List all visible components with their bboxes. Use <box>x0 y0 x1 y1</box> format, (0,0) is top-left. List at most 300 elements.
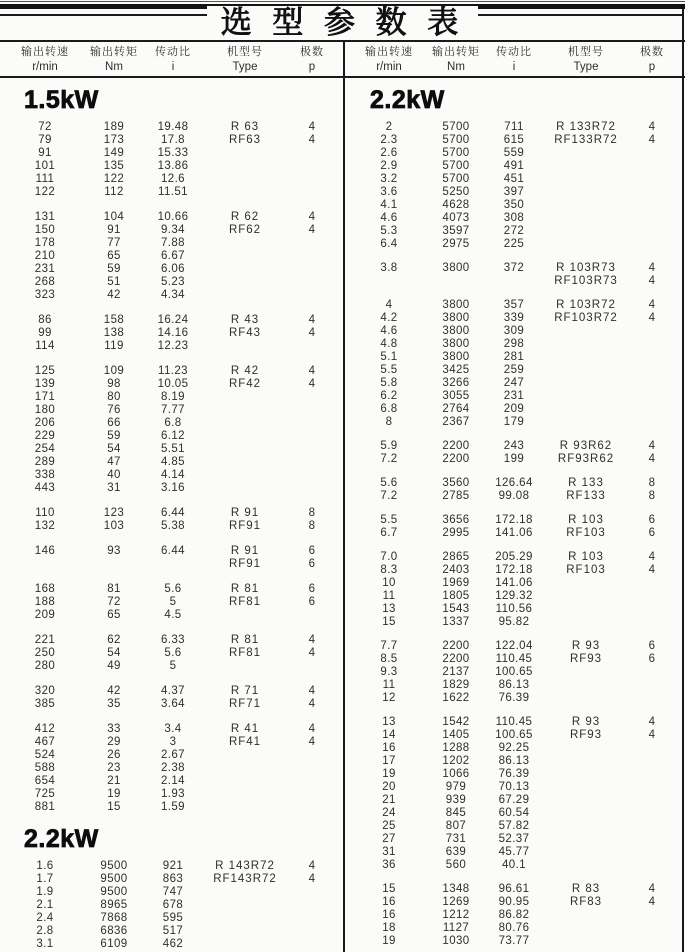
cell-output-torque: 2865 <box>442 551 470 563</box>
table-row <box>0 938 342 951</box>
cell-output-speed: 6.4 <box>380 238 398 250</box>
cell-poles <box>282 237 342 250</box>
cell-poles <box>624 160 680 173</box>
cell-type <box>548 603 624 616</box>
table-row <box>346 577 680 590</box>
table-row <box>0 430 342 443</box>
cell-ratio: 4.5 <box>164 609 182 621</box>
row-group <box>346 883 680 948</box>
cell-poles <box>624 577 680 590</box>
header-label-en: Nm <box>105 61 123 73</box>
cell-type: R 43 <box>230 314 260 326</box>
cell-type <box>208 250 282 263</box>
cell-ratio: 372 <box>503 262 525 274</box>
table-row <box>346 781 680 794</box>
cell-output-speed: 18 <box>382 922 396 934</box>
cell-ratio: 92.25 <box>498 742 530 754</box>
cell-output-torque <box>432 275 480 288</box>
cell-output-speed: 2.4 <box>36 912 54 924</box>
row-group <box>0 545 342 571</box>
cell-output-speed: 168 <box>34 583 56 595</box>
cell-output-torque: 2200 <box>442 440 470 452</box>
cell-type <box>548 666 624 679</box>
cell-type: R 71 <box>230 685 260 697</box>
cell-output-speed: 280 <box>34 660 56 672</box>
table-row <box>0 134 342 147</box>
cell-output-torque: 1969 <box>442 577 470 589</box>
cell-output-torque: 1030 <box>442 935 470 947</box>
cell-ratio: 3 <box>169 736 177 748</box>
cell-output-speed: 5.3 <box>380 225 398 237</box>
cell-output-torque: 91 <box>107 224 121 236</box>
header-cell-2 <box>138 45 208 75</box>
cell-ratio: 6.67 <box>161 250 185 262</box>
table-header-left <box>0 45 342 75</box>
row-group <box>346 514 680 540</box>
header-cell-4 <box>282 45 342 75</box>
section-heading: 1.5kW <box>24 86 99 114</box>
cell-ratio: 559 <box>503 147 525 159</box>
cell-output-torque: 29 <box>107 736 121 748</box>
cell-output-speed: 4.2 <box>380 312 398 324</box>
cell-poles <box>624 603 680 616</box>
cell-ratio: 921 <box>162 860 184 872</box>
cell-ratio: 86.82 <box>498 909 530 921</box>
cell-type: RF83 <box>569 896 603 908</box>
table-row <box>346 564 680 577</box>
cell-ratio: 247 <box>503 377 525 389</box>
cell-poles: 6 <box>308 583 316 595</box>
cell-ratio: 95.82 <box>498 616 530 628</box>
cell-poles <box>282 775 342 788</box>
header-label-en: Type <box>232 61 258 73</box>
cell-ratio: 11.51 <box>158 186 188 198</box>
cell-ratio: 595 <box>162 912 184 924</box>
cell-ratio: 172.18 <box>495 514 533 526</box>
table-row <box>0 121 342 134</box>
cell-type <box>548 859 624 872</box>
column-divider <box>343 41 345 952</box>
cell-ratio: 86.13 <box>498 679 530 691</box>
cell-output-speed: 320 <box>34 685 56 697</box>
cell-output-speed: 881 <box>34 801 56 813</box>
cell-output-torque: 1288 <box>442 742 470 754</box>
cell-poles <box>624 390 680 403</box>
cell-poles <box>282 340 342 353</box>
cell-output-speed: 101 <box>34 160 56 172</box>
cell-poles: 4 <box>308 736 316 748</box>
cell-output-torque: 81 <box>107 583 121 595</box>
table-row <box>0 173 342 186</box>
cell-type <box>548 147 624 160</box>
cell-output-torque: 103 <box>103 520 125 532</box>
cell-output-speed: 12 <box>382 692 396 704</box>
cell-output-speed: 250 <box>34 647 56 659</box>
cell-output-speed: 11 <box>382 590 396 602</box>
cell-poles <box>624 364 680 377</box>
cell-ratio: 5.51 <box>161 443 185 455</box>
cell-output-speed: 323 <box>34 289 56 301</box>
cell-ratio: 747 <box>162 886 184 898</box>
cell-output-torque: 40 <box>107 469 121 481</box>
row-group <box>346 440 680 466</box>
cell-output-torque: 59 <box>107 263 121 275</box>
table-row <box>0 211 342 224</box>
cell-poles: 6 <box>308 545 316 557</box>
table-row <box>346 173 680 186</box>
cell-output-speed: 385 <box>34 698 56 710</box>
cell-output-speed: 289 <box>34 456 56 468</box>
cell-poles: 4 <box>648 896 656 908</box>
cell-type: R 93 <box>571 716 601 728</box>
cell-output-torque: 49 <box>107 660 121 672</box>
cell-poles <box>624 416 680 429</box>
header-label-en: p <box>648 61 656 73</box>
cell-type: RF93 <box>569 653 603 665</box>
cell-poles <box>282 469 342 482</box>
cell-ratio: 451 <box>503 173 525 185</box>
cell-type <box>208 749 282 762</box>
cell-output-torque: 1212 <box>442 909 470 921</box>
cell-type <box>548 935 624 948</box>
cell-type: R 83 <box>571 883 601 895</box>
cell-ratio: 272 <box>503 225 525 237</box>
cell-poles: 4 <box>648 312 656 324</box>
cell-type <box>548 212 624 225</box>
cell-output-torque: 5700 <box>442 173 470 185</box>
cell-output-speed: 16 <box>382 909 396 921</box>
header-label-en: p <box>308 61 316 73</box>
table-row <box>0 685 342 698</box>
cell-ratio: 45.77 <box>498 846 530 858</box>
cell-output-speed: 7.0 <box>380 551 398 563</box>
table-row <box>0 596 342 609</box>
cell-ratio: 309 <box>503 325 525 337</box>
cell-output-speed: 524 <box>34 749 56 761</box>
cell-output-torque: 1066 <box>442 768 470 780</box>
table-row <box>0 698 342 711</box>
table-row <box>346 134 680 147</box>
cell-output-speed: 725 <box>34 788 56 800</box>
cell-poles: 4 <box>308 860 316 872</box>
cell-type <box>208 912 282 925</box>
cell-ratio: 298 <box>503 338 525 350</box>
row-group <box>0 860 342 951</box>
cell-ratio: 12.23 <box>157 340 189 352</box>
cell-output-torque: 31 <box>107 482 121 494</box>
cell-type <box>548 846 624 859</box>
cell-ratio: 67.29 <box>498 794 530 806</box>
cell-poles: 8 <box>308 507 316 519</box>
cell-output-torque: 2785 <box>442 490 470 502</box>
header-label-en: Type <box>573 61 599 73</box>
cell-ratio: 76.39 <box>498 768 530 780</box>
cell-output-speed: 8.3 <box>380 564 398 576</box>
table-row <box>346 616 680 629</box>
cell-poles <box>624 186 680 199</box>
cell-poles <box>282 289 342 302</box>
cell-output-torque: 2995 <box>442 527 470 539</box>
cell-poles: 4 <box>648 262 656 274</box>
cell-output-torque: 1805 <box>442 590 470 602</box>
table-row <box>0 147 342 160</box>
cell-type: RF143R72 <box>213 873 277 885</box>
cell-ratio: 1.93 <box>161 788 185 800</box>
header-label-zh: 极数 <box>300 46 324 58</box>
cell-type <box>548 199 624 212</box>
cell-poles <box>624 325 680 338</box>
cell-output-speed: 16 <box>382 742 396 754</box>
cell-type: R 42 <box>230 365 260 377</box>
cell-ratio: 7.88 <box>161 237 185 249</box>
cell-type <box>208 925 282 938</box>
cell-output-torque: 731 <box>445 833 467 845</box>
cell-output-speed: 150 <box>34 224 56 236</box>
table-row <box>0 456 342 469</box>
cell-output-torque: 80 <box>107 391 121 403</box>
cell-output-torque: 33 <box>107 723 121 735</box>
cell-output-speed: 4.8 <box>380 338 398 350</box>
cell-type <box>208 443 282 456</box>
table-row <box>346 820 680 833</box>
cell-type <box>548 416 624 429</box>
cell-ratio: 73.77 <box>498 935 530 947</box>
cell-output-torque: 54 <box>107 647 121 659</box>
cell-output-speed: 2.8 <box>36 925 54 937</box>
cell-type: RF103 <box>566 564 606 576</box>
cell-type <box>548 590 624 603</box>
table-row <box>346 794 680 807</box>
row-group <box>346 716 680 872</box>
cell-output-speed: 36 <box>382 859 396 871</box>
cell-output-speed: 7.2 <box>380 453 398 465</box>
table-row <box>346 551 680 564</box>
header-label-zh: 输出转速 <box>365 46 413 58</box>
table-row <box>0 520 342 533</box>
cell-poles <box>624 679 680 692</box>
table-row <box>346 212 680 225</box>
cell-output-torque: 2367 <box>442 416 470 428</box>
cell-output-speed: 5.1 <box>380 351 398 363</box>
cell-output-speed: 72 <box>38 121 52 133</box>
cell-poles: 4 <box>648 551 656 563</box>
cell-output-speed: 110 <box>35 507 55 519</box>
section-heading: 2.2kW <box>370 86 445 114</box>
cell-poles <box>282 456 342 469</box>
table-row <box>0 404 342 417</box>
table-row <box>0 545 342 558</box>
cell-output-speed: 8 <box>385 416 393 428</box>
cell-poles: 4 <box>648 299 656 311</box>
cell-type: R 81 <box>230 583 260 595</box>
cell-output-torque: 135 <box>103 160 125 172</box>
cell-ratio: 3.64 <box>161 698 185 710</box>
cell-output-speed: 31 <box>382 846 396 858</box>
header-label-en: r/min <box>376 61 402 73</box>
cell-output-torque: 5700 <box>442 160 470 172</box>
cell-ratio: 12.6 <box>161 173 185 185</box>
cell-type <box>208 147 282 160</box>
cell-ratio: 110.45 <box>495 716 533 728</box>
cell-output-speed: 15 <box>382 616 396 628</box>
table-row <box>346 527 680 540</box>
cell-output-torque: 2137 <box>442 666 470 678</box>
cell-poles: 6 <box>648 527 656 539</box>
cell-output-torque: 72 <box>107 596 121 608</box>
table-row <box>346 692 680 705</box>
cell-poles <box>282 899 342 912</box>
cell-output-speed: 3.1 <box>36 938 54 950</box>
cell-poles <box>282 250 342 263</box>
cell-output-speed: 15 <box>382 883 396 895</box>
cell-ratio: 2.67 <box>161 749 185 761</box>
cell-output-torque: 939 <box>445 794 467 806</box>
cell-output-torque: 1269 <box>442 896 470 908</box>
header-label-zh: 机型号 <box>568 46 604 58</box>
cell-ratio: 339 <box>503 312 525 324</box>
cell-output-torque: 3055 <box>442 390 470 402</box>
cell-type <box>208 456 282 469</box>
cell-output-torque: 65 <box>107 609 121 621</box>
table-row <box>346 238 680 251</box>
table-row <box>346 729 680 742</box>
cell-type: RF91 <box>228 520 262 532</box>
cell-output-speed: 210 <box>34 250 56 262</box>
cell-output-speed: 5.8 <box>380 377 398 389</box>
cell-output-torque: 560 <box>445 859 467 871</box>
cell-poles <box>624 833 680 846</box>
table-row <box>0 634 342 647</box>
cell-output-torque: 1202 <box>442 755 470 767</box>
cell-poles: 4 <box>308 698 316 710</box>
cell-output-speed: 3.8 <box>380 262 398 274</box>
cell-output-speed: 7.2 <box>380 490 398 502</box>
cell-type <box>548 225 624 238</box>
cell-ratio: 4.37 <box>161 685 185 697</box>
table-row <box>346 477 680 490</box>
cell-poles <box>624 225 680 238</box>
cell-output-speed <box>0 558 90 571</box>
cell-poles: 8 <box>308 520 316 532</box>
right-border <box>682 9 684 952</box>
cell-poles <box>282 788 342 801</box>
cell-poles <box>624 692 680 705</box>
cell-output-speed: 20 <box>382 781 396 793</box>
row-group <box>346 262 680 288</box>
table-row <box>0 365 342 378</box>
table-header-right <box>346 45 680 75</box>
cell-type: R 103R73 <box>556 262 616 274</box>
table-row <box>346 390 680 403</box>
cell-type <box>208 186 282 199</box>
cell-poles <box>624 755 680 768</box>
table-row <box>346 768 680 781</box>
cell-poles <box>282 276 342 289</box>
cell-type: RF93 <box>569 729 603 741</box>
table-row <box>0 583 342 596</box>
cell-output-speed: 4.6 <box>380 325 398 337</box>
cell-ratio: 70.13 <box>498 781 530 793</box>
cell-type <box>548 325 624 338</box>
cell-output-torque: 76 <box>107 404 121 416</box>
cell-ratio: 517 <box>162 925 184 937</box>
cell-output-torque: 3800 <box>442 312 470 324</box>
cell-poles: 6 <box>308 558 316 570</box>
table-column-right <box>346 79 680 952</box>
cell-poles <box>282 660 342 673</box>
cell-ratio: 52.37 <box>498 833 530 845</box>
table-row <box>0 443 342 456</box>
table-row <box>0 925 342 938</box>
table-row <box>0 788 342 801</box>
cell-ratio: 6.33 <box>161 634 185 646</box>
cell-ratio: 209 <box>503 403 525 415</box>
cell-poles <box>624 820 680 833</box>
cell-poles: 4 <box>648 440 656 452</box>
cell-poles: 4 <box>648 453 656 465</box>
cell-output-speed: 254 <box>34 443 56 455</box>
cell-type <box>208 160 282 173</box>
table-row <box>346 199 680 212</box>
cell-poles: 8 <box>648 477 656 489</box>
cell-poles <box>624 377 680 390</box>
cell-output-torque: 1337 <box>442 616 470 628</box>
header-label-zh: 输出转速 <box>21 46 69 58</box>
table-row <box>346 440 680 453</box>
cell-type <box>548 833 624 846</box>
cell-ratio: 2.14 <box>161 775 185 787</box>
row-group <box>0 121 342 199</box>
table-row <box>0 391 342 404</box>
cell-type <box>548 807 624 820</box>
header-label-en: Nm <box>447 61 465 73</box>
cell-poles: 6 <box>308 596 316 608</box>
cell-type <box>548 922 624 935</box>
cell-output-torque: 66 <box>107 417 121 429</box>
cell-ratio: 308 <box>503 212 525 224</box>
cell-output-speed: 229 <box>34 430 56 442</box>
table-row <box>346 514 680 527</box>
cell-ratio: 100.65 <box>495 666 533 678</box>
cell-output-speed: 180 <box>34 404 56 416</box>
cell-poles <box>624 859 680 872</box>
table-row <box>346 846 680 859</box>
cell-ratio: 76.39 <box>498 692 530 704</box>
cell-output-torque: 51 <box>107 276 121 288</box>
cell-ratio: 205.29 <box>495 551 533 563</box>
table-row <box>0 801 342 814</box>
cell-output-speed: 338 <box>34 469 56 481</box>
table-row <box>346 935 680 948</box>
cell-ratio: 4.14 <box>161 469 185 481</box>
cell-ratio: 122.04 <box>495 640 533 652</box>
cell-poles <box>624 781 680 794</box>
cell-output-speed: 19 <box>382 768 396 780</box>
table-row <box>346 453 680 466</box>
cell-poles: 6 <box>648 640 656 652</box>
cell-output-speed: 25 <box>382 820 396 832</box>
row-group <box>346 121 680 251</box>
cell-output-torque: 104 <box>103 211 125 223</box>
cell-poles <box>282 443 342 456</box>
cell-poles <box>282 186 342 199</box>
cell-output-speed: 3.2 <box>380 173 398 185</box>
table-row <box>0 912 342 925</box>
cell-type: RF103R73 <box>554 275 618 287</box>
cell-type <box>548 755 624 768</box>
cell-ratio: 231 <box>503 390 525 402</box>
cell-ratio: 141.06 <box>495 527 533 539</box>
